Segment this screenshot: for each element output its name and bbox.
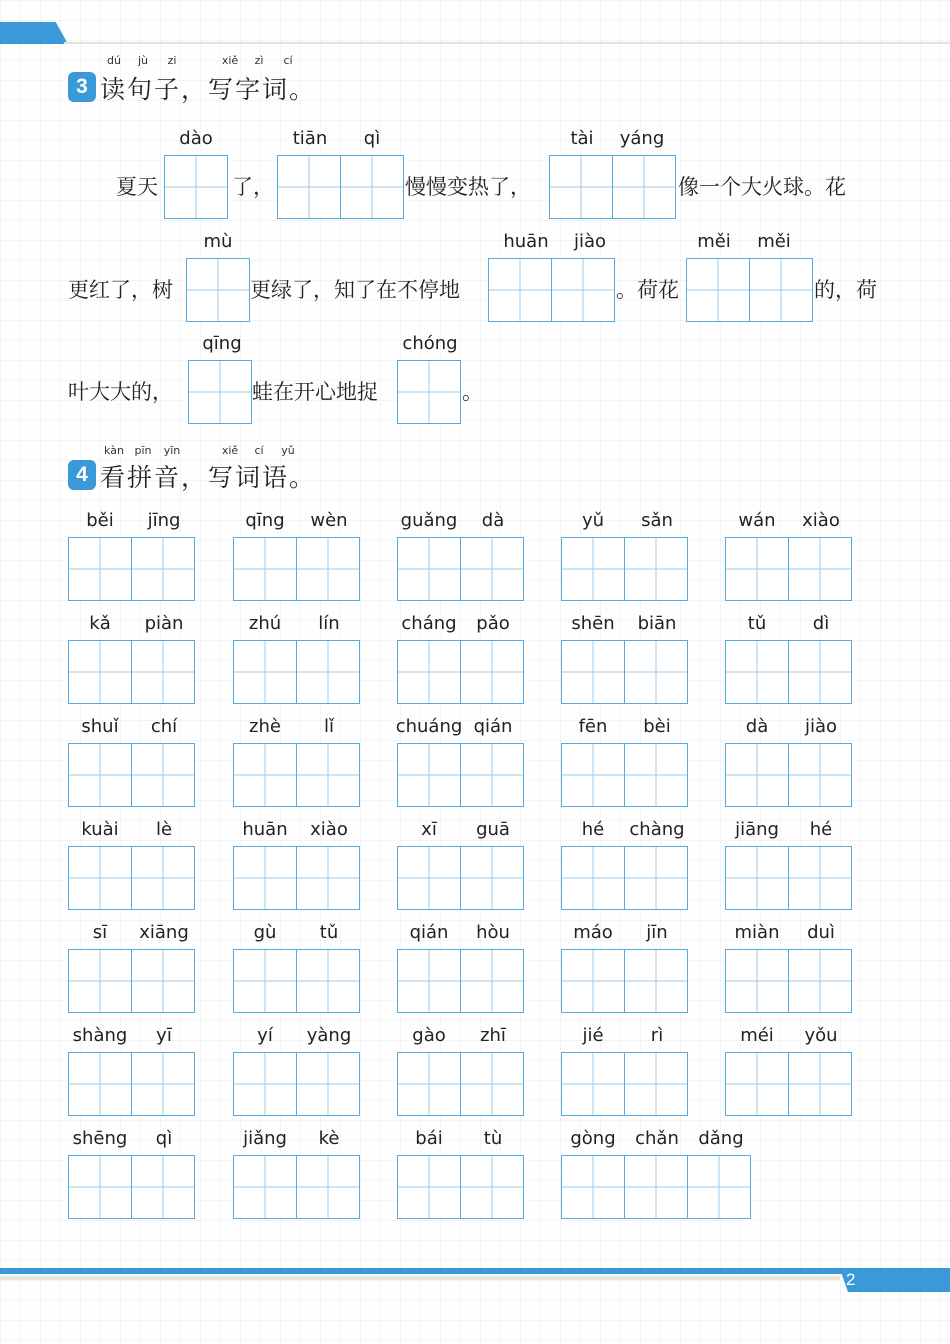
writing-cell[interactable]: [788, 537, 852, 601]
answer-grid[interactable]: [397, 360, 460, 424]
pinyin-label: chàng: [629, 819, 685, 840]
writing-cell[interactable]: [233, 1155, 297, 1219]
writing-cell[interactable]: [460, 537, 524, 601]
writing-cell[interactable]: [131, 537, 195, 601]
pinyin-label: hé: [809, 819, 833, 840]
writing-cell[interactable]: [687, 1155, 751, 1219]
section-title: 读句子，写字词。: [100, 75, 317, 104]
pinyin-label: chǎn: [635, 1128, 679, 1149]
writing-cell[interactable]: [725, 537, 789, 601]
pinyin-label: dì: [812, 613, 830, 634]
pinyin-label: měi: [697, 231, 731, 252]
answer-grid[interactable]: [397, 743, 523, 807]
pinyin-label: qì: [363, 128, 381, 149]
answer-grid[interactable]: [561, 1052, 687, 1116]
pinyin-label: wán: [738, 510, 776, 531]
writing-cell[interactable]: [68, 846, 132, 910]
writing-cell[interactable]: [296, 846, 360, 910]
pinyin-label: yī: [156, 1025, 172, 1046]
pinyin-label: qīng: [245, 510, 285, 531]
pinyin-label: qì: [155, 1128, 173, 1149]
answer-grid[interactable]: [725, 949, 851, 1013]
writing-cell[interactable]: [725, 949, 789, 1013]
answer-grid[interactable]: [561, 537, 687, 601]
pinyin-label: jiǎng: [243, 1128, 287, 1149]
writing-cell[interactable]: [397, 743, 461, 807]
answer-grid[interactable]: [186, 258, 249, 322]
writing-cell[interactable]: [561, 949, 625, 1013]
answer-grid[interactable]: [561, 640, 687, 704]
writing-cell[interactable]: [68, 537, 132, 601]
title-ruby: pīn: [134, 444, 152, 457]
pinyin-label: guǎng: [400, 510, 458, 531]
answer-grid[interactable]: [233, 537, 359, 601]
answer-grid[interactable]: [561, 949, 687, 1013]
writing-cell[interactable]: [488, 258, 552, 322]
pinyin-label: běi: [86, 510, 114, 531]
section-title: 看拼音，写词语。: [100, 463, 317, 492]
pinyin-label: tǔ: [319, 922, 339, 943]
writing-cell[interactable]: [397, 640, 461, 704]
pinyin-label: wèn: [310, 510, 348, 531]
pinyin-label: biān: [637, 613, 677, 634]
answer-grid[interactable]: [397, 949, 523, 1013]
writing-cell[interactable]: [624, 640, 688, 704]
pinyin-label: miàn: [734, 922, 780, 943]
writing-cell[interactable]: [68, 640, 132, 704]
writing-cell[interactable]: [460, 743, 524, 807]
pinyin-label: mù: [203, 231, 233, 252]
pinyin-label: tài: [570, 128, 594, 149]
pinyin-label: chóng: [402, 333, 458, 354]
page-number: 2: [846, 1270, 856, 1289]
pinyin-label: měi: [757, 231, 791, 252]
writing-cell[interactable]: [397, 949, 461, 1013]
pinyin-label: jīn: [646, 922, 668, 943]
writing-cell[interactable]: [549, 155, 613, 219]
title-ruby: jù: [137, 54, 149, 67]
pinyin-label: jiào: [804, 716, 838, 737]
writing-cell[interactable]: [397, 846, 461, 910]
answer-grid[interactable]: [233, 846, 359, 910]
answer-grid[interactable]: [725, 537, 851, 601]
passage-text: 。荷花: [616, 278, 679, 302]
pinyin-label: xiào: [310, 819, 348, 840]
header-tab: [0, 22, 68, 44]
passage-text: 。: [462, 380, 483, 404]
pinyin-label: gòng: [570, 1128, 616, 1149]
writing-cell[interactable]: [131, 743, 195, 807]
answer-grid[interactable]: [233, 640, 359, 704]
writing-cell[interactable]: [725, 640, 789, 704]
pinyin-label: duì: [807, 922, 835, 943]
passage-text: 叶大大的，: [68, 380, 173, 404]
pinyin-label: máo: [573, 922, 613, 943]
writing-cell[interactable]: [188, 360, 252, 424]
pinyin-label: zhè: [249, 716, 281, 737]
title-ruby: yīn: [163, 444, 181, 457]
writing-cell[interactable]: [624, 1052, 688, 1116]
writing-cell[interactable]: [233, 743, 297, 807]
writing-cell[interactable]: [131, 1155, 195, 1219]
passage-text: 更绿了，知了在不停地: [250, 278, 460, 302]
writing-cell[interactable]: [725, 1052, 789, 1116]
writing-cell[interactable]: [788, 1052, 852, 1116]
writing-cell[interactable]: [561, 846, 625, 910]
writing-cell[interactable]: [164, 155, 228, 219]
answer-grid[interactable]: [549, 155, 675, 219]
pinyin-label: tǔ: [747, 613, 767, 634]
pinyin-label: tù: [483, 1128, 503, 1149]
passage-text: 慢慢变热了，: [405, 175, 531, 199]
writing-cell[interactable]: [460, 846, 524, 910]
writing-cell[interactable]: [68, 1155, 132, 1219]
writing-cell[interactable]: [397, 360, 461, 424]
pinyin-label: zhú: [248, 613, 282, 634]
pinyin-label: chuáng: [395, 716, 463, 737]
pinyin-label: rì: [650, 1025, 664, 1046]
pinyin-label: pǎo: [476, 613, 510, 634]
pinyin-label: kuài: [81, 819, 119, 840]
writing-cell[interactable]: [551, 258, 615, 322]
answer-grid[interactable]: [68, 640, 194, 704]
pinyin-label: xī: [421, 819, 437, 840]
writing-cell[interactable]: [561, 640, 625, 704]
pinyin-label: yàng: [306, 1025, 352, 1046]
answer-grid[interactable]: [725, 846, 851, 910]
writing-cell[interactable]: [686, 258, 750, 322]
writing-cell[interactable]: [233, 640, 297, 704]
writing-cell[interactable]: [296, 1052, 360, 1116]
pinyin-label: xiào: [802, 510, 840, 531]
pinyin-label: chí: [150, 716, 178, 737]
answer-grid[interactable]: [188, 360, 251, 424]
writing-cell[interactable]: [561, 1155, 625, 1219]
writing-cell[interactable]: [460, 1052, 524, 1116]
answer-grid[interactable]: [277, 155, 403, 219]
answer-grid[interactable]: [68, 949, 194, 1013]
pinyin-label: lè: [155, 819, 173, 840]
section-number-badge: 3: [68, 72, 96, 102]
pinyin-label: gù: [253, 922, 277, 943]
pinyin-label: lǐ: [323, 716, 335, 737]
pinyin-label: méi: [740, 1025, 774, 1046]
answer-grid[interactable]: [397, 1155, 523, 1219]
pinyin-label: sǎn: [641, 510, 673, 531]
answer-grid[interactable]: [68, 537, 194, 601]
writing-cell[interactable]: [233, 537, 297, 601]
pinyin-label: huān: [242, 819, 288, 840]
writing-cell[interactable]: [460, 1155, 524, 1219]
answer-grid[interactable]: [561, 743, 687, 807]
section-number-badge: 4: [68, 460, 96, 490]
pinyin-label: lín: [318, 613, 340, 634]
pinyin-label: gào: [412, 1025, 446, 1046]
writing-cell[interactable]: [233, 1052, 297, 1116]
writing-cell[interactable]: [296, 1155, 360, 1219]
answer-grid[interactable]: [488, 258, 614, 322]
writing-cell[interactable]: [788, 640, 852, 704]
writing-cell[interactable]: [397, 1052, 461, 1116]
pinyin-label: cháng: [401, 613, 457, 634]
writing-cell[interactable]: [277, 155, 341, 219]
title-ruby: kàn: [104, 444, 124, 457]
passage-text: 蛙在开心地捉: [252, 380, 378, 404]
pinyin-label: huān: [503, 231, 549, 252]
answer-grid[interactable]: [164, 155, 227, 219]
writing-cell[interactable]: [233, 846, 297, 910]
pinyin-label: zhī: [480, 1025, 506, 1046]
writing-cell[interactable]: [624, 743, 688, 807]
writing-cell[interactable]: [624, 537, 688, 601]
pinyin-label: guā: [476, 819, 510, 840]
pinyin-label: jiào: [573, 231, 607, 252]
writing-cell[interactable]: [68, 743, 132, 807]
writing-cell[interactable]: [624, 846, 688, 910]
pinyin-label: hé: [581, 819, 605, 840]
pinyin-label: dǎng: [698, 1128, 744, 1149]
footer-line: [0, 1276, 840, 1280]
pinyin-label: yǔ: [581, 510, 605, 531]
writing-cell[interactable]: [460, 949, 524, 1013]
pinyin-label: fēn: [578, 716, 608, 737]
writing-cell[interactable]: [340, 155, 404, 219]
pinyin-label: shuǐ: [81, 716, 119, 737]
writing-cell[interactable]: [788, 743, 852, 807]
writing-cell[interactable]: [233, 949, 297, 1013]
answer-grid[interactable]: [397, 640, 523, 704]
writing-cell[interactable]: [131, 846, 195, 910]
title-ruby: yǔ: [281, 444, 295, 457]
writing-cell[interactable]: [296, 640, 360, 704]
writing-cell[interactable]: [397, 1155, 461, 1219]
writing-cell[interactable]: [561, 537, 625, 601]
answer-grid[interactable]: [68, 846, 194, 910]
title-ruby: dú: [107, 54, 121, 67]
answer-grid[interactable]: [725, 1052, 851, 1116]
pinyin-label: sī: [92, 922, 108, 943]
writing-cell[interactable]: [624, 949, 688, 1013]
writing-cell[interactable]: [296, 949, 360, 1013]
pinyin-label: shàng: [72, 1025, 128, 1046]
answer-grid[interactable]: [233, 1052, 359, 1116]
answer-grid[interactable]: [233, 949, 359, 1013]
pinyin-label: bèi: [643, 716, 671, 737]
writing-cell[interactable]: [788, 846, 852, 910]
writing-cell[interactable]: [296, 743, 360, 807]
writing-cell[interactable]: [68, 949, 132, 1013]
passage-text: 的，荷: [814, 278, 877, 302]
pinyin-label: dào: [179, 128, 213, 149]
header-line: [64, 42, 950, 44]
writing-cell[interactable]: [131, 640, 195, 704]
pinyin-label: qián: [473, 716, 513, 737]
pinyin-label: yǒu: [804, 1025, 838, 1046]
pinyin-label: jiāng: [735, 819, 779, 840]
pinyin-label: jié: [582, 1025, 604, 1046]
pinyin-label: hòu: [476, 922, 510, 943]
writing-cell[interactable]: [624, 1155, 688, 1219]
passage-text: 更红了，树: [68, 278, 173, 302]
pinyin-label: qīng: [202, 333, 242, 354]
answer-grid[interactable]: [561, 846, 687, 910]
title-ruby: xiě: [221, 444, 239, 457]
answer-grid[interactable]: [233, 743, 359, 807]
pinyin-label: kǎ: [89, 613, 111, 634]
passage-text: 了，: [232, 175, 274, 199]
writing-cell[interactable]: [612, 155, 676, 219]
pinyin-label: shēng: [72, 1128, 128, 1149]
pinyin-label: shēn: [571, 613, 615, 634]
answer-grid[interactable]: [68, 743, 194, 807]
pinyin-label: xiāng: [139, 922, 189, 943]
answer-grid[interactable]: [233, 1155, 359, 1219]
answer-grid[interactable]: [68, 1052, 194, 1116]
writing-cell[interactable]: [725, 743, 789, 807]
writing-cell[interactable]: [561, 1052, 625, 1116]
pinyin-label: tiān: [292, 128, 328, 149]
writing-cell[interactable]: [725, 846, 789, 910]
answer-grid[interactable]: [397, 1052, 523, 1116]
footer-bar: [0, 1268, 950, 1274]
title-ruby: xiě: [221, 54, 239, 67]
pinyin-label: dà: [745, 716, 769, 737]
writing-cell[interactable]: [561, 743, 625, 807]
pinyin-label: kè: [318, 1128, 340, 1149]
answer-grid[interactable]: [561, 1155, 750, 1219]
pinyin-label: jīng: [147, 510, 181, 531]
pinyin-label: yí: [257, 1025, 273, 1046]
writing-cell[interactable]: [460, 640, 524, 704]
answer-grid[interactable]: [686, 258, 812, 322]
pinyin-label: yáng: [619, 128, 665, 149]
pinyin-label: dà: [481, 510, 505, 531]
writing-cell[interactable]: [186, 258, 250, 322]
title-ruby: cí: [254, 444, 264, 457]
writing-cell[interactable]: [68, 1052, 132, 1116]
title-ruby: zi: [167, 54, 177, 67]
writing-cell[interactable]: [397, 537, 461, 601]
answer-grid[interactable]: [397, 537, 523, 601]
passage-text: 像一个大火球。花: [678, 175, 846, 199]
answer-grid[interactable]: [725, 743, 851, 807]
writing-cell[interactable]: [131, 949, 195, 1013]
pinyin-label: qián: [409, 922, 449, 943]
writing-cell[interactable]: [788, 949, 852, 1013]
answer-grid[interactable]: [725, 640, 851, 704]
writing-cell[interactable]: [296, 537, 360, 601]
pinyin-label: bái: [415, 1128, 443, 1149]
passage-text: 夏天: [116, 175, 158, 199]
writing-cell[interactable]: [131, 1052, 195, 1116]
answer-grid[interactable]: [397, 846, 523, 910]
writing-cell[interactable]: [749, 258, 813, 322]
answer-grid[interactable]: [68, 1155, 194, 1219]
title-ruby: zì: [254, 54, 264, 67]
title-ruby: cí: [283, 54, 293, 67]
pinyin-label: piàn: [144, 613, 184, 634]
